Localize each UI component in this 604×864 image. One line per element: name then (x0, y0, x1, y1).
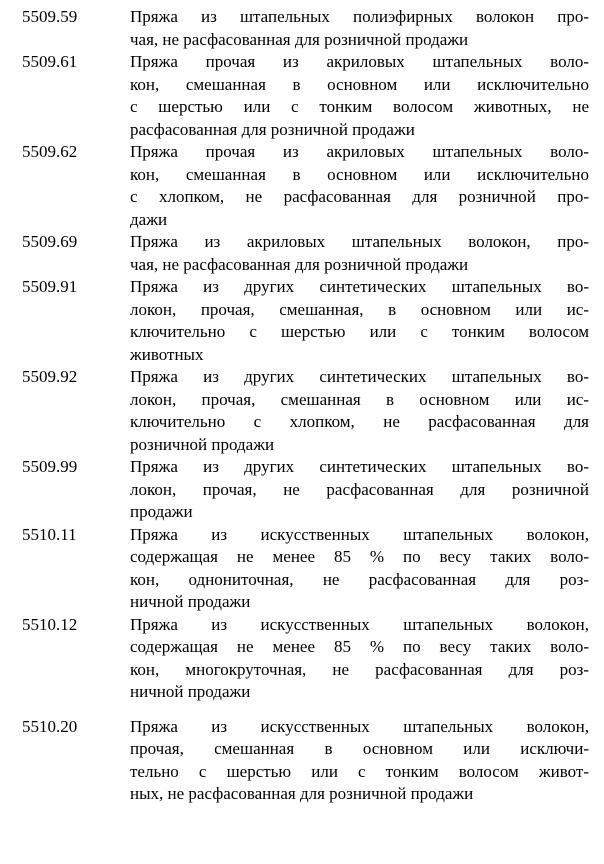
description-line: Пряжа из искусственных штапельных волокон, (130, 614, 589, 634)
description-line: с шерстью или с тонким волосом животных, не (130, 97, 589, 116)
tariff-description (130, 524, 589, 614)
description-line: Пряжа из штапельных полиэфирных волокон про- (130, 7, 589, 26)
tariff-code: 5509.59 (22, 7, 78, 26)
description-line: ключительно с хлопком, не расфасованная для (130, 412, 589, 431)
tariff-entry (0, 231, 604, 276)
description-line: содержащая не менее 85 % по весу таких воло- (130, 637, 589, 656)
tariff-code: 5509.61 (22, 52, 78, 71)
tariff-description (130, 614, 589, 704)
description-line: Пряжа из других синтетических штапельных во- (130, 367, 589, 386)
tariff-entry (0, 716, 604, 806)
tariff-description (130, 456, 589, 524)
tariff-entry (0, 524, 604, 614)
description-line: розничной продажи (130, 434, 275, 454)
description-line: чая, не расфасованная для розничной продажи (130, 254, 469, 274)
tariff-entry (0, 51, 604, 141)
tariff-description (130, 276, 589, 366)
tariff-entry (0, 141, 604, 231)
tariff-entry (0, 6, 604, 51)
description-line: Пряжа из акриловых штапельных волокон, про- (130, 232, 589, 251)
description-line: с хлопком, не расфасованная для розничной про- (130, 187, 589, 206)
description-line: расфасованная для розничной продажи (130, 119, 415, 139)
description-line: ключительно с шерстью или с тонким волосом (130, 322, 589, 341)
description-line: Пряжа из других синтетических штапельных во- (130, 277, 589, 296)
description-line: тельно с шерстью или с тонким волосом живот- (130, 761, 589, 781)
description-line: прочая, смешанная в основном или исключи- (130, 739, 589, 758)
tariff-code: 5509.91 (22, 277, 78, 296)
tariff-code: 5510.11 (22, 524, 77, 544)
tariff-entry (0, 614, 604, 704)
description-line: ных, не расфасованная для розничной продажи (130, 784, 474, 803)
tariff-code: 5510.12 (22, 614, 78, 634)
tariff-description (130, 6, 589, 51)
description-line: локон, прочая, смешанная, в основном или ис- (130, 299, 589, 319)
description-line: содержащая не менее 85 % по весу таких воло- (130, 547, 589, 566)
tariff-entry (0, 366, 604, 456)
description-line: кон, многокруточная, не расфасованная для роз- (130, 659, 589, 679)
description-line: продажи (130, 502, 193, 521)
description-line: ничной продажи (130, 682, 251, 701)
description-line: Пряжа прочая из акриловых штапельных воло- (130, 142, 589, 161)
description-line: Пряжа из искусственных штапельных волокон, (130, 524, 589, 544)
tariff-code: 5509.62 (22, 142, 78, 161)
description-line: Пряжа прочая из акриловых штапельных воло- (130, 52, 589, 71)
description-line: дажи (130, 209, 168, 229)
tariff-code: 5510.20 (22, 716, 78, 736)
description-line: животных (130, 344, 204, 364)
tariff-description (130, 716, 589, 806)
tariff-entry (0, 456, 604, 524)
tariff-description (130, 141, 589, 231)
description-line: локон, прочая, не расфасованная для розничной (130, 479, 589, 499)
description-line: кон, однониточная, не расфасованная для роз- (130, 569, 589, 589)
tariff-entry (0, 276, 604, 366)
tariff-code: 5509.69 (22, 232, 78, 251)
description-line: локон, прочая, смешанная в основном или ис- (130, 389, 589, 409)
tariff-description (130, 51, 589, 141)
description-line: Пряжа из искусственных штапельных волокон, (130, 716, 589, 736)
description-line: кон, смешанная в основном или исключительно (130, 74, 589, 94)
tariff-description (130, 366, 589, 456)
description-line: чая, не расфасованная для розничной продажи (130, 29, 469, 49)
description-line: кон, смешанная в основном или исключительно (130, 164, 589, 184)
tariff-code: 5509.92 (22, 367, 78, 386)
tariff-code: 5509.99 (22, 457, 78, 476)
description-line: ничной продажи (130, 592, 251, 611)
tariff-description (130, 231, 589, 276)
description-line: Пряжа из других синтетических штапельных во- (130, 457, 589, 476)
